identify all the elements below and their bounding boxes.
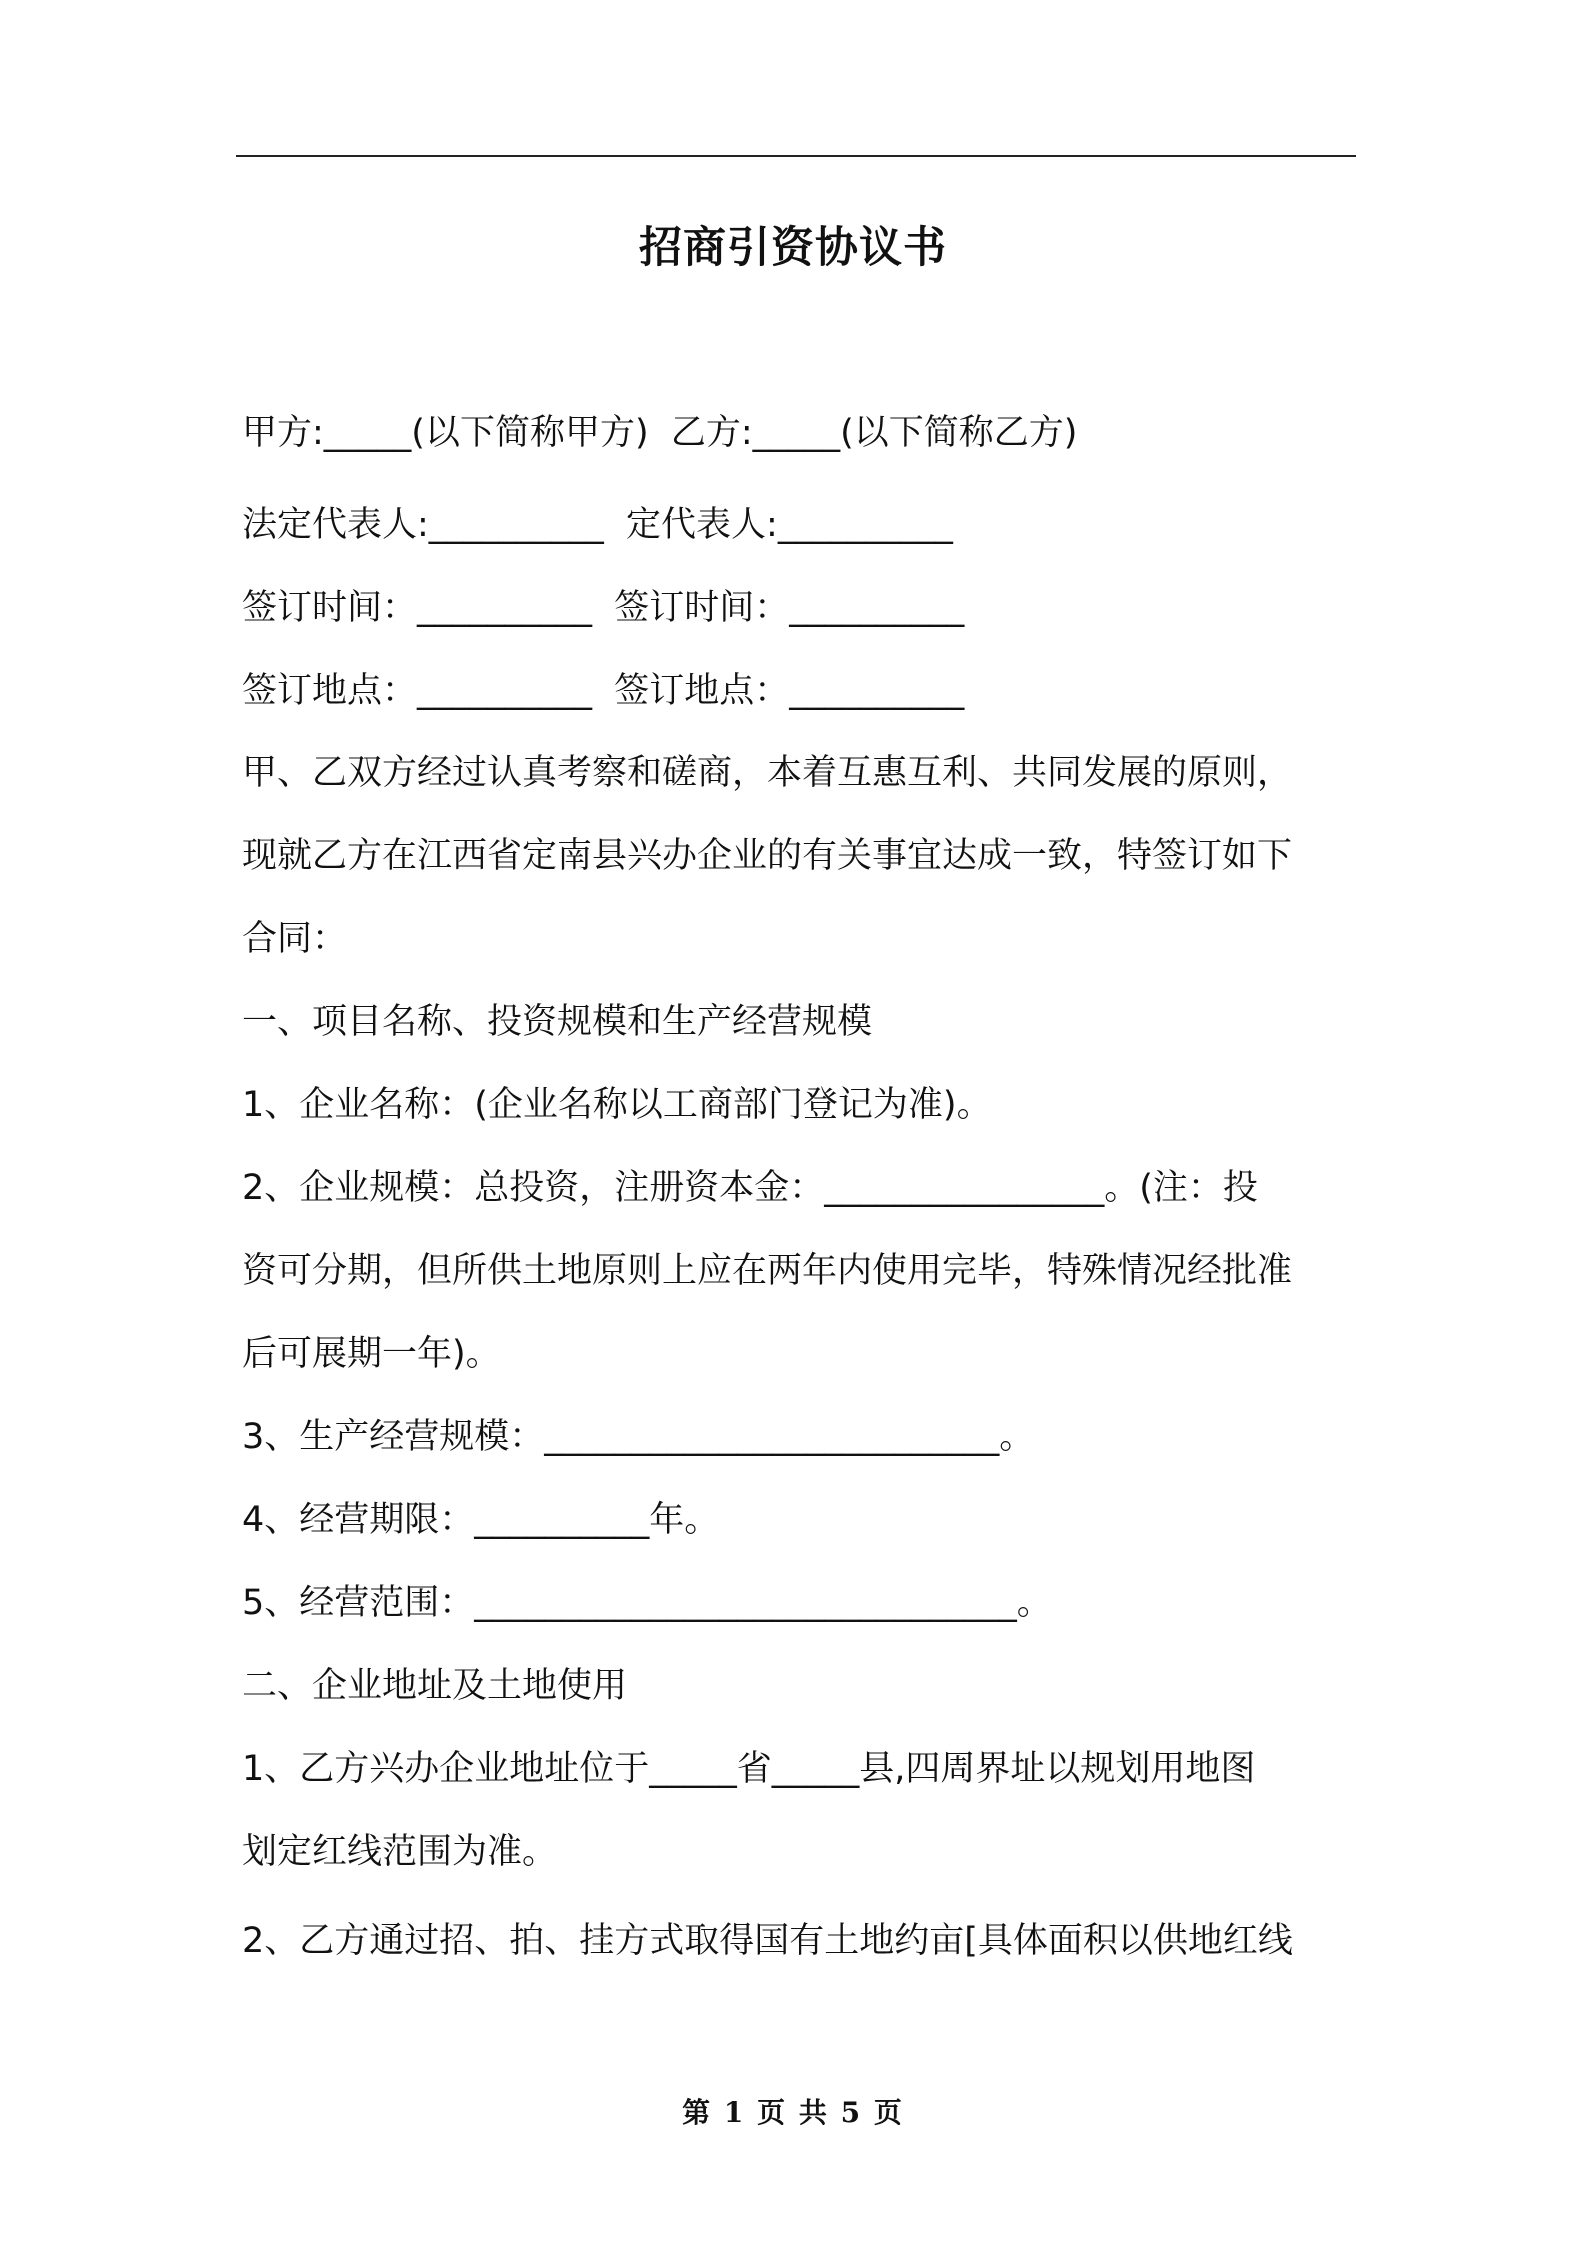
party-line: 甲方:_____(以下简称甲方) 乙方:_____(以下简称乙方) — [242, 413, 1078, 453]
page-number: 第 1 页 共 5 页 — [682, 2096, 904, 2129]
clause-line: 划定红线范围为准。 — [242, 1832, 558, 1872]
paragraph-line: 甲、乙双方经过认真考察和磋商，本着互惠互利、共同发展的原则， — [242, 753, 1293, 793]
signing-place-line: 签订地点：__________ 签订地点：__________ — [242, 671, 965, 711]
paragraph-line: 现就乙方在江西省定南县兴办企业的有关事宜达成一致，特签订如下 — [242, 836, 1293, 876]
clause-line: 3、生产经营规模：__________________________。 — [242, 1417, 1035, 1457]
representative-line: 法定代表人:__________ 定代表人:__________ — [242, 505, 953, 545]
signing-time-line: 签订时间：__________ 签订时间：__________ — [242, 588, 965, 628]
clause-line: 2、企业规模：总投资，注册资本金：________________。(注：投 — [242, 1168, 1258, 1208]
section-heading: 一、项目名称、投资规模和生产经营规模 — [242, 1002, 873, 1042]
clause-line: 2、乙方通过招、拍、挂方式取得国有土地约亩[具体面积以供地红线 — [242, 1921, 1293, 1961]
clause-line: 4、经营期限：__________年。 — [242, 1500, 720, 1540]
clause-line: 资可分期，但所供土地原则上应在两年内使用完毕，特殊情况经批准 — [242, 1251, 1293, 1291]
section-heading: 二、企业地址及土地使用 — [242, 1666, 628, 1706]
clause-line: 5、经营范围：_______________________________。 — [242, 1583, 1052, 1623]
paragraph-line: 合同： — [242, 919, 348, 959]
document-title: 招商引资协议书 — [639, 223, 947, 273]
clause-line: 1、企业名称：(企业名称以工商部门登记为准)。 — [242, 1085, 992, 1125]
clause-line: 1、乙方兴办企业地址位于_____省_____县,四周界址以规划用地图 — [242, 1749, 1256, 1789]
header-rule — [236, 155, 1356, 157]
clause-line: 后可展期一年)。 — [242, 1334, 501, 1374]
